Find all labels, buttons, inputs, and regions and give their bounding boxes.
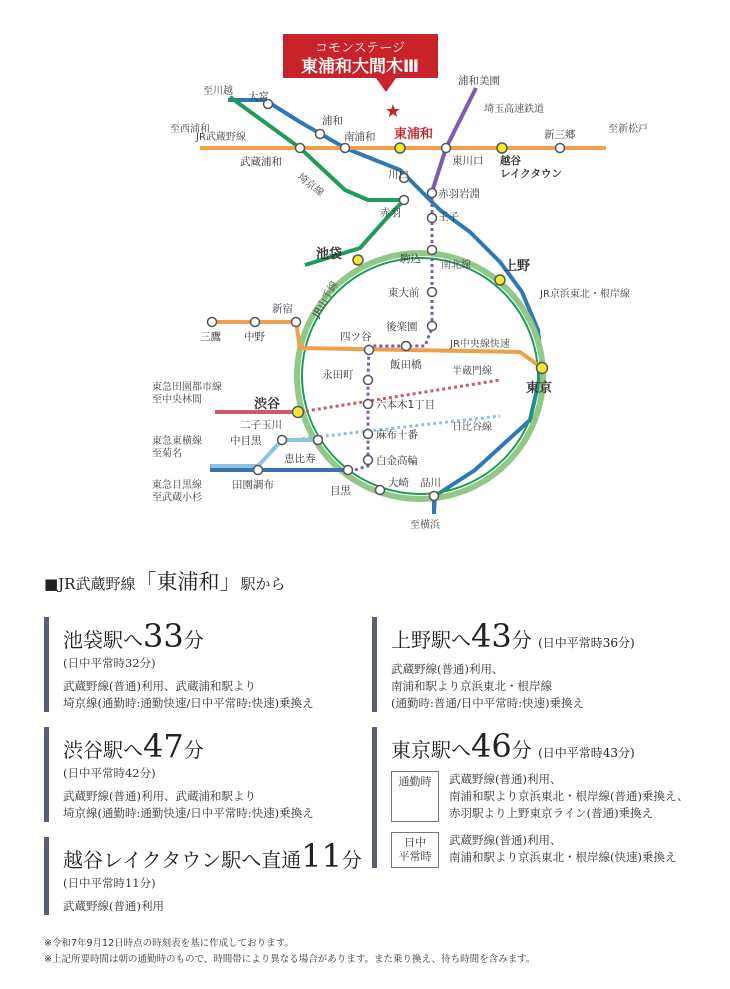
name-shibuya: 渋谷: [254, 397, 281, 412]
station-denenchofu: [254, 466, 263, 475]
dest-koshigaya: 越谷レイクタウン駅へ直通: [63, 848, 302, 872]
banner-line1: コモンステージ: [314, 41, 406, 56]
station-akabane-iwabuchi: [428, 189, 437, 198]
detail-tokyo-rush-2: 南浦和駅より京浜東北・根岸線(普通)乗換え、: [449, 789, 689, 803]
dest-tokyo: 東京駅へ: [391, 738, 471, 762]
name-ikebukuro: 池袋: [316, 247, 343, 262]
station-akabane: [400, 196, 409, 205]
mins-ueno: 43: [471, 617, 512, 655]
property-star-icon: ★: [384, 101, 402, 122]
route-card-tokyo: [372, 727, 689, 868]
unit-tokyo: 分: [511, 738, 532, 762]
station-mitaka: [208, 318, 217, 327]
name-nakameguro: 中目黒: [230, 435, 262, 447]
station-yotsuya: [365, 346, 374, 355]
station-urawa: [316, 130, 325, 139]
detail-ikebukuro-1: 武蔵野線(普通)利用、武蔵浦和駅より: [63, 679, 256, 693]
name-tokyo: 東京: [526, 381, 553, 396]
unit-ueno: 分: [511, 628, 532, 652]
name-nagatacho: 永田町: [322, 369, 354, 381]
name-ueno: 上野: [504, 259, 531, 274]
name-shin-misato: 新三郷: [544, 129, 576, 141]
name-kawaguchi: 川口: [388, 169, 409, 181]
station-shin-misato: [556, 144, 565, 153]
station-koshigaya: [497, 143, 507, 153]
name-ebisu: 恵比寿: [284, 453, 316, 465]
station-korakuen: [428, 322, 437, 331]
name-shinjuku: 新宿: [272, 303, 293, 315]
station-shinagawa: [430, 492, 439, 501]
detail-tokyo-rush-3: 赤羽駅より上野東京ライン(普通)乗換え: [449, 806, 654, 820]
name-higashi-kawaguchi: 東川口: [452, 155, 484, 167]
detail-ueno-3: (通勤時:普通/日中平常時:快速)乗換え: [391, 696, 585, 710]
station-minami-urawa: [341, 144, 350, 153]
offpeak-ueno: (日中平常時36分): [538, 636, 635, 650]
detail-tokyo-day-1: 武蔵野線(普通)利用、: [449, 833, 562, 847]
label-hibiya: 日比谷線: [452, 422, 492, 433]
name-oji: 王子: [438, 211, 459, 223]
label-keihin: JR京浜東北・根岸線: [540, 289, 630, 300]
label-saikyo: 埼京線: [295, 171, 326, 199]
route-card-ikebukuro: [44, 617, 314, 712]
badge-rush: 通勤時: [391, 771, 439, 822]
route-card-shibuya: [44, 727, 314, 822]
label-musashino: JR武蔵野線: [196, 132, 246, 143]
station-shinjuku: [292, 318, 301, 327]
name-korakuen: 後楽園: [386, 321, 418, 333]
detail-ueno-1: 武蔵野線(普通)利用、: [391, 662, 504, 676]
name-todaimae: 東大前: [388, 287, 420, 299]
name-mitaka: 三鷹: [200, 331, 221, 343]
offpeak-tokyo: (日中平常時43分): [538, 746, 635, 760]
label-yamanote: JR山手線: [311, 279, 341, 320]
station-meguro: [344, 466, 353, 475]
footnotes: [44, 936, 535, 968]
name-shirokane: 白金高輪: [376, 455, 418, 467]
footnote-2: ※上記所要時間は朝の通勤時のもので、時間帯により異なる場合があります。また乗り換え、待ち時間を含みます。: [44, 954, 536, 965]
dir-nishi-urawa: 至西浦和: [170, 124, 210, 135]
station-iidabashi: [402, 342, 411, 351]
detail-tokyo-day-2: 南浦和駅より京浜東北・根岸線(快速)乗換え: [449, 850, 677, 864]
label-chuo: JR中央線快速: [450, 339, 510, 350]
station-todaimae: [428, 288, 437, 297]
station-ueno: [495, 275, 505, 285]
footnote-1: ※令和7年9月12日時点の時刻表を基に作成しております。: [44, 938, 294, 949]
station-komagome: [428, 246, 437, 255]
badge-daytime: 日中 平常時: [391, 832, 439, 868]
detail-shibuya-2: 埼京線(通勤時:通勤快速/日中平常時:快速)乗換え: [63, 806, 314, 820]
dest-ikebukuro: 池袋駅へ: [63, 628, 143, 652]
station-nakameguro: [278, 436, 287, 445]
station-nagatacho: [364, 376, 373, 385]
heading-prefix: ■JR武蔵野線: [44, 575, 136, 593]
station-ebisu: [314, 436, 323, 445]
name-akabane: 赤羽: [380, 207, 401, 219]
heading-station: 「東浦和」: [135, 570, 241, 594]
mins-shibuya: 47: [143, 727, 184, 765]
station-ikebukuro: [353, 255, 363, 265]
name-akabane-iwabuchi: 赤羽岩淵: [438, 188, 480, 200]
name-urawa: 浦和: [322, 115, 343, 127]
offpeak-ikebukuro: (日中平常時32分): [63, 656, 156, 670]
heading-suffix: 駅から: [240, 575, 286, 593]
name-urawa-misono: 浦和美園: [458, 75, 500, 87]
station-nakano: [251, 318, 260, 327]
name-yotsuya: 四ツ谷: [340, 331, 372, 343]
station-tokyo: [537, 363, 548, 374]
property-banner: [283, 34, 438, 92]
name-musashi-urawa: 武蔵浦和: [240, 156, 282, 168]
name-shinagawa: 品川: [420, 477, 441, 489]
unit-shibuya: 分: [183, 738, 204, 762]
unit-koshigaya: 分: [341, 848, 362, 872]
station-musashi-urawa: [296, 144, 305, 153]
name-meguro-station: 目黒: [330, 485, 351, 497]
name-minami-urawa: 南浦和: [344, 131, 376, 143]
banner-line2: 東浦和大間木Ⅲ: [300, 57, 420, 77]
name-azabu: 麻布十番: [376, 429, 418, 441]
mins-ikebukuro: 33: [143, 617, 184, 655]
saitama-rapid-line: [432, 88, 476, 192]
station-higashi-urawa: [395, 143, 405, 153]
station-oji: [428, 214, 437, 223]
dir-kawagoe: 至川越: [203, 86, 233, 97]
detail-tokyo-rush-1: 武蔵野線(普通)利用、: [449, 772, 562, 786]
station-higashi-kawaguchi: [442, 144, 451, 153]
dir-yokohama: 至横浜: [410, 520, 440, 530]
label-saitama: 埼玉高速鉄道: [484, 104, 544, 115]
section-heading: [44, 566, 286, 596]
label-hanzomon: 半蔵門線: [452, 366, 492, 377]
detail-shibuya-1: 武蔵野線(普通)利用、武蔵浦和駅より: [63, 789, 256, 803]
route-card-koshigaya: [44, 837, 362, 915]
detail-ikebukuro-2: 埼京線(通勤時:通勤快速/日中平常時:快速)乗換え: [63, 696, 314, 710]
station-shibuya: [293, 407, 304, 418]
route-card-ueno: [372, 617, 635, 712]
name-higashi-urawa: 東浦和: [394, 127, 434, 142]
name-komagome: 駒込: [400, 253, 421, 265]
offpeak-shibuya: (日中平常時42分): [63, 766, 156, 780]
offpeak-koshigaya: (日中平常時11分): [63, 876, 156, 890]
station-osaki: [376, 486, 385, 495]
mins-tokyo: 46: [471, 727, 512, 765]
mins-koshigaya: 11: [301, 837, 342, 875]
unit-ikebukuro: 分: [183, 628, 204, 652]
station-azabu: [364, 430, 373, 439]
name-koshigaya: 越谷レイクタウン: [500, 155, 563, 181]
name-iidabashi: 飯田橋: [390, 359, 422, 371]
dest-ueno: 上野駅へ: [391, 628, 471, 652]
name-omiya: 大宮: [248, 91, 269, 103]
label-meguro-line: 東急目黒線至武蔵小杉: [152, 480, 202, 504]
dir-shin-matsudo: 至新松戸: [608, 124, 648, 135]
name-denenchofu: 田園調布: [232, 479, 274, 491]
name-osaki: 大崎: [388, 477, 409, 489]
name-futako: 二子玉川: [240, 419, 282, 431]
detail-koshigaya-1: 武蔵野線(普通)利用: [63, 899, 164, 913]
station-roppongi: [364, 400, 373, 409]
label-denentoshi: 東急田園都市線至中央林間: [152, 382, 222, 406]
dest-shibuya: 渋谷駅へ: [63, 738, 143, 762]
label-toyoko: 東急東横線至菊名: [152, 436, 202, 460]
name-nakano: 中野: [244, 331, 265, 343]
detail-ueno-2: 南浦和駅より京浜東北・根岸線: [391, 679, 552, 693]
station-shirokane: [364, 456, 373, 465]
label-nanboku: 南北線: [441, 260, 471, 271]
saikyo-line: [230, 97, 404, 265]
name-roppongi: 六本木1丁目: [376, 399, 436, 411]
